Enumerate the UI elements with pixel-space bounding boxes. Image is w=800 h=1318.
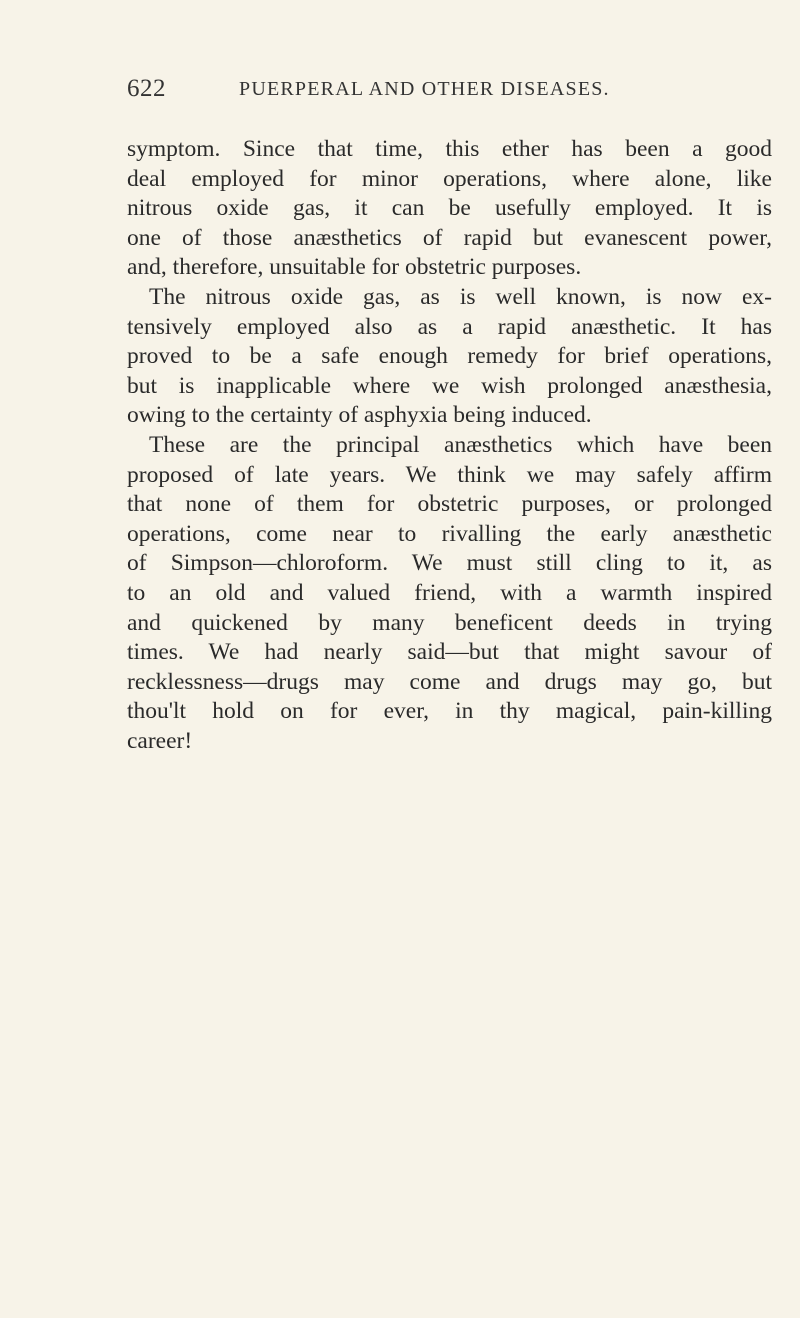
text-line: and quickened by many beneficent deeds in trying xyxy=(127,609,772,636)
running-head xyxy=(127,75,687,109)
text-line: but is inapplicable where we wish prolonged anæsthesia, xyxy=(127,372,772,399)
text-line: operations, come near to rivalling the early anæsthetic xyxy=(127,520,772,547)
text-line: The nitrous oxide gas, as is well known, is now ex- xyxy=(149,283,772,310)
text-line: owing to the certainty of asphyxia being induced. xyxy=(127,402,592,429)
text-line: tensively employed also as a rapid anæsthetic. It has xyxy=(127,313,772,340)
text-line: and, therefore, unsuitable for obstetric purposes. xyxy=(127,254,582,281)
running-title: PUERPERAL AND OTHER DISEASES. xyxy=(239,78,610,100)
text-line: to an old and valued friend, with a warmth inspired xyxy=(127,579,772,606)
text-line: career! xyxy=(127,727,193,754)
text-line: of Simpson—chloroform. We must still cling to it, as xyxy=(127,550,772,577)
text-line: proposed of late years. We think we may safely affirm xyxy=(127,461,772,488)
text-line: These are the principal anæsthetics which have been xyxy=(149,431,772,458)
text-line: one of those anæsthetics of rapid but evanescent power, xyxy=(127,224,772,251)
text-line: recklessness—drugs may come and drugs may go, but xyxy=(127,668,772,695)
text-line: proved to be a safe enough remedy for brief operations, xyxy=(127,343,772,370)
text-line: deal employed for minor operations, where alone, like xyxy=(127,165,772,192)
text-line: thou'lt hold on for ever, in thy magical, pain-killing xyxy=(127,698,772,725)
text-line: times. We had nearly said—but that might savour of xyxy=(127,639,772,666)
body-text xyxy=(127,135,772,756)
text-line: nitrous oxide gas, it can be usefully employed. It is xyxy=(127,195,772,222)
page-number: 622 xyxy=(127,75,166,102)
text-line: that none of them for obstetric purposes, or prolonged xyxy=(127,491,772,518)
text-line: symptom. Since that time, this ether has been a good xyxy=(127,136,772,162)
